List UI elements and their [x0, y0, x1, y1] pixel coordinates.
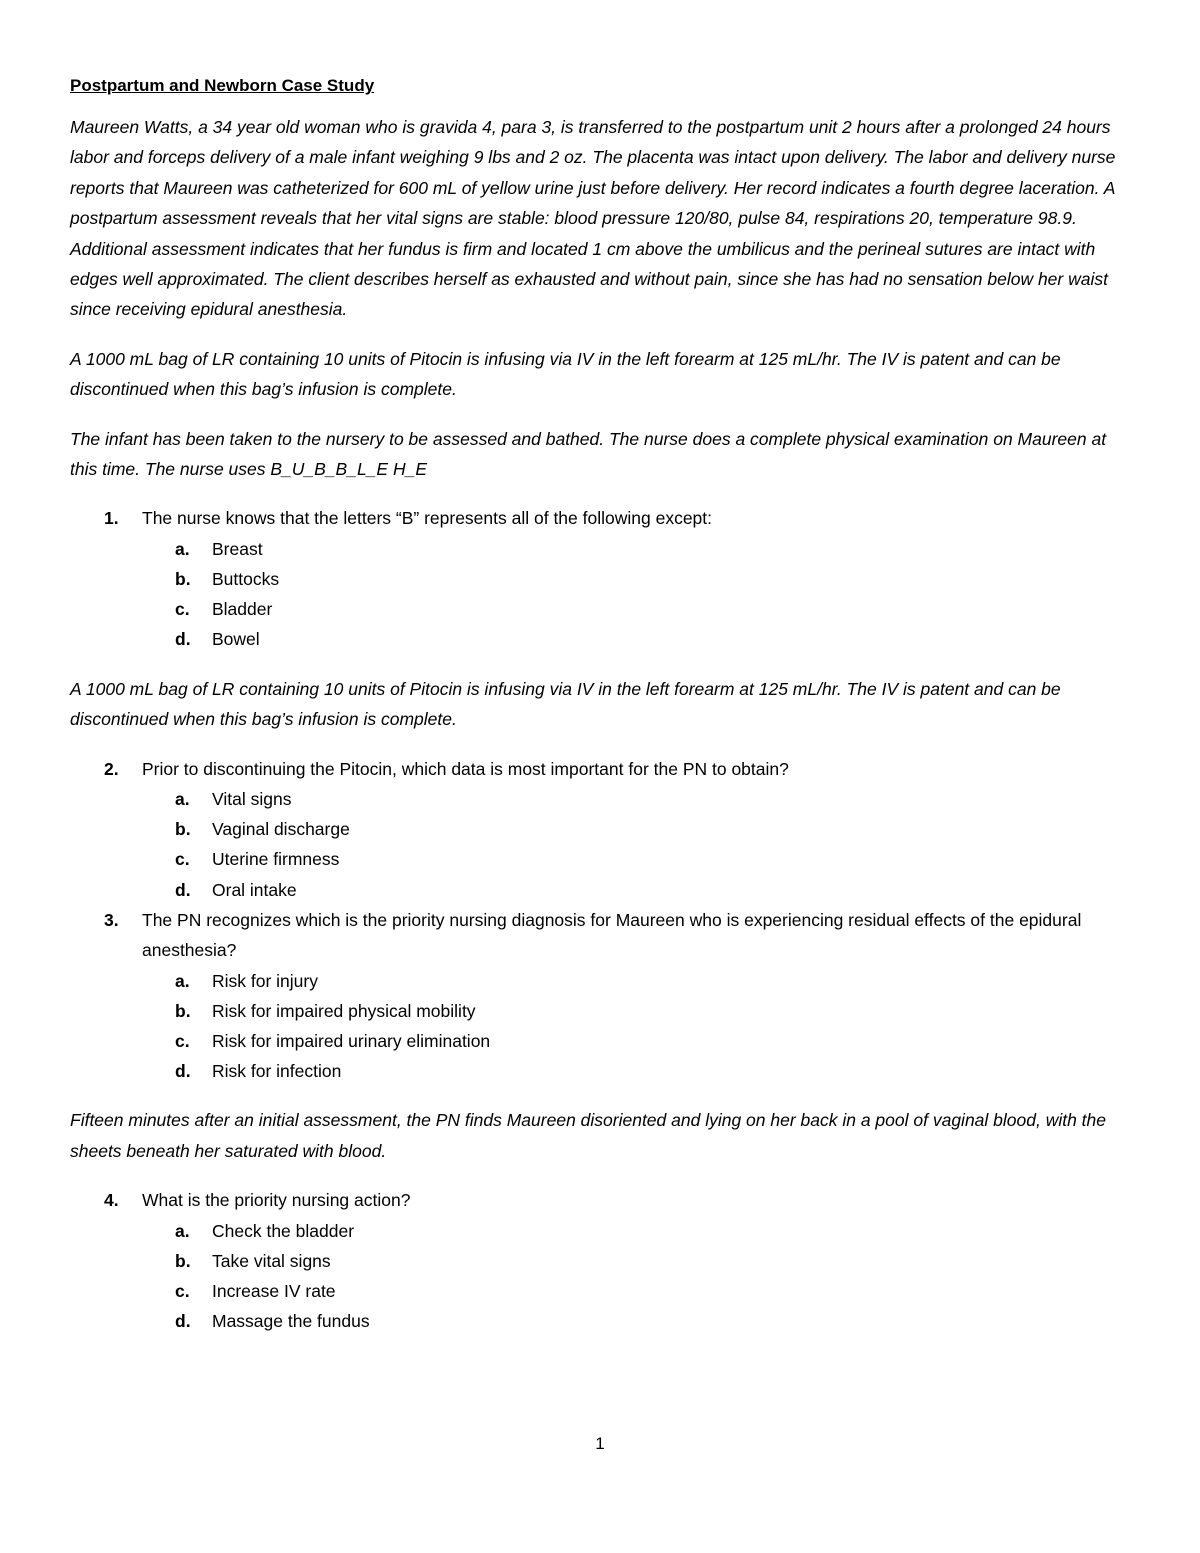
- spacer: [70, 1086, 1130, 1105]
- question-number: 1.: [104, 508, 119, 529]
- question-list-2: [70, 754, 1130, 1087]
- option-letter: b.: [175, 819, 191, 840]
- page-number: 1: [595, 1434, 605, 1453]
- question-number: 2.: [104, 758, 119, 779]
- option-b: [70, 996, 1130, 1026]
- option-text: Risk for impaired physical mobility: [212, 1000, 476, 1021]
- exam-paragraph: The infant has been taken to the nursery to be assessed and bathed. The nurse does a complete physical examination on Maureen at this time. The nurse uses B_U_B_B_L_E H_E: [70, 428, 1107, 480]
- option-letter: c.: [175, 1030, 190, 1051]
- option-text: Vaginal discharge: [212, 819, 350, 840]
- option-text: Check the bladder: [212, 1220, 355, 1241]
- option-c: [70, 594, 1130, 624]
- document-title: Postpartum and Newborn Case Study: [70, 76, 375, 95]
- option-text: Massage the fundus: [212, 1311, 370, 1332]
- question-text: Prior to discontinuing the Pitocin, which data is most important for the PN to obtain?: [142, 758, 789, 779]
- case-intro-paragraph: Maureen Watts, a 34 year old woman who is gravida 4, para 3, is transferred to the postpartum unit 2 hours after a prolonged 24 hours labor and forceps delivery of a male infant weighing 9 lbs and 2 oz. The placenta was intact upon delivery. The labor and delivery nurse reports that Maureen was catheterized for 600 mL of yellow urine just before delivery. Her record indicates a fourth degree laceration. A postpartum assessment reveals that her vital signs are stable: blood pressure 120/80, pulse 84, respirations 20, temperature 98.9. Additional assessment indicates that her fundus is firm and located 1 cm above the umbilicus and the perineal sutures are intact with edges well approximated. The client describes herself as exhausted and without pain, since she has had no sensation below her waist since receiving epidural anesthesia.: [70, 117, 1116, 320]
- option-text: Risk for impaired urinary elimination: [212, 1030, 491, 1051]
- option-letter: d.: [175, 1061, 191, 1082]
- question-text: The PN recognizes which is the priority nursing diagnosis for Maureen who is experiencing residual effects of the epidural anesthesia?: [142, 909, 1082, 961]
- option-c: [70, 1276, 1130, 1306]
- question-4: [70, 1185, 1130, 1336]
- option-text: Take vital signs: [212, 1250, 331, 1271]
- option-a: [70, 1216, 1130, 1246]
- document-page: [70, 74, 1130, 1336]
- option-text: Vital signs: [212, 788, 292, 809]
- question-list-3: [70, 1185, 1130, 1336]
- option-letter: c.: [175, 599, 190, 620]
- option-letter: c.: [175, 849, 190, 870]
- option-text: Oral intake: [212, 879, 297, 900]
- option-text: Breast: [212, 538, 263, 559]
- option-text: Increase IV rate: [212, 1280, 336, 1301]
- option-list: [142, 534, 1130, 655]
- option-text: Bowel: [212, 629, 260, 650]
- option-letter: a.: [175, 788, 190, 809]
- option-list: [142, 784, 1130, 905]
- option-b: [70, 564, 1130, 594]
- option-list: [142, 1216, 1130, 1337]
- option-d: [70, 1056, 1130, 1086]
- option-d: [70, 1306, 1130, 1336]
- option-text: Uterine firmness: [212, 849, 340, 870]
- question-3: [70, 905, 1130, 1087]
- option-d: [70, 624, 1130, 654]
- option-a: [70, 534, 1130, 564]
- question-1: [70, 503, 1130, 654]
- option-d: [70, 875, 1130, 905]
- option-letter: c.: [175, 1280, 190, 1301]
- option-letter: d.: [175, 879, 191, 900]
- option-letter: b.: [175, 1250, 191, 1271]
- option-letter: a.: [175, 538, 190, 559]
- option-a: [70, 966, 1130, 996]
- option-letter: a.: [175, 970, 190, 991]
- option-letter: d.: [175, 1311, 191, 1332]
- question-text: The nurse knows that the letters “B” represents all of the following except:: [142, 508, 713, 529]
- option-c: [70, 1026, 1130, 1056]
- option-letter: b.: [175, 569, 191, 590]
- option-c: [70, 844, 1130, 874]
- option-letter: d.: [175, 629, 191, 650]
- question-number: 3.: [104, 909, 119, 930]
- spacer: [70, 655, 1130, 674]
- question-number: 4.: [104, 1190, 119, 1211]
- option-a: [70, 784, 1130, 814]
- question-2: [70, 754, 1130, 905]
- option-letter: b.: [175, 1000, 191, 1021]
- option-b: [70, 814, 1130, 844]
- iv-info-paragraph-repeat: A 1000 mL bag of LR containing 10 units of Pitocin is infusing via IV in the left forearm at 125 mL/hr. The IV is patent and can be discontinued when this bag’s infusion is complete.: [70, 678, 1061, 730]
- option-text: Buttocks: [212, 569, 280, 590]
- option-letter: a.: [175, 1220, 190, 1241]
- hemorrhage-paragraph: Fifteen minutes after an initial assessment, the PN finds Maureen disoriented and lying on her back in a pool of vaginal blood, with the sheets beneath her saturated with blood.: [70, 1110, 1107, 1161]
- option-text: Risk for injury: [212, 970, 318, 991]
- iv-info-paragraph: A 1000 mL bag of LR containing 10 units of Pitocin is infusing via IV in the left forearm at 125 mL/hr. The IV is patent and can be discontinued when this bag’s infusion is complete.: [70, 348, 1061, 400]
- option-text: Risk for infection: [212, 1061, 342, 1082]
- option-b: [70, 1246, 1130, 1276]
- option-list: [142, 966, 1130, 1087]
- question-text: What is the priority nursing action?: [142, 1190, 411, 1211]
- question-list-1: [70, 503, 1130, 654]
- option-text: Bladder: [212, 599, 273, 620]
